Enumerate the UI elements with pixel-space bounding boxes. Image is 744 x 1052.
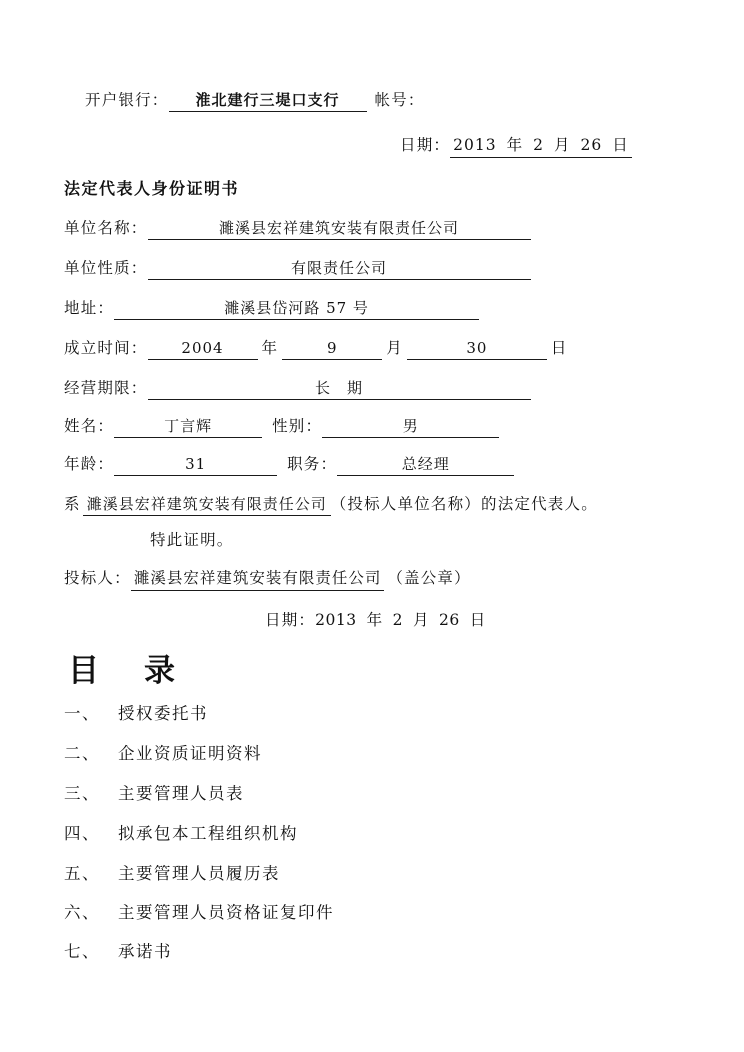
field-row-company-name xyxy=(64,216,531,240)
certify-line xyxy=(150,528,234,550)
bank-label: 开户银行： xyxy=(85,91,169,109)
bidder-seal-note: （盖公章） xyxy=(387,569,471,587)
toc-item-7-number: 七、 xyxy=(64,942,100,961)
top-date-value xyxy=(450,133,632,158)
operating-period-label: 经营期限： xyxy=(64,379,148,397)
toc-item-2-number: 二、 xyxy=(64,744,100,763)
toc-item-5-number: 五、 xyxy=(64,864,100,883)
field-row-operating-period xyxy=(64,376,531,400)
account-label: 帐号： xyxy=(374,91,425,109)
certify-text: 特此证明。 xyxy=(150,531,234,549)
bottom-date-year-unit: 年 xyxy=(366,611,383,629)
bottom-date-month-unit: 月 xyxy=(412,611,429,629)
statement-suffix: （投标人单位名称）的法定代表人。 xyxy=(330,495,598,513)
toc-item-6-label: 主要管理人员资格证复印件 xyxy=(118,903,334,922)
bidder-label: 投标人： xyxy=(64,569,131,587)
field-row-founded xyxy=(64,336,568,360)
name-value: 丁言辉 xyxy=(114,418,262,438)
statement-prefix: 系 xyxy=(64,495,81,513)
top-date-day: 26 xyxy=(580,136,603,154)
top-date-month-unit: 月 xyxy=(553,136,571,154)
toc-item-5-label: 主要管理人员履历表 xyxy=(118,864,280,883)
founded-month-unit: 月 xyxy=(386,339,403,357)
address-value: 濉溪县岱河路 57 号 xyxy=(114,300,479,320)
top-date-year: 2013 xyxy=(453,136,497,154)
field-row-address xyxy=(64,296,479,320)
age-value: 31 xyxy=(114,456,277,476)
toc-item-3[interactable] xyxy=(64,780,244,804)
toc-item-1-label: 授权委托书 xyxy=(118,704,208,723)
field-row-age-position xyxy=(64,452,514,476)
top-date-month: 2 xyxy=(533,136,544,154)
founded-year-unit: 年 xyxy=(261,339,279,357)
bidder-company: 濉溪县宏祥建筑安装有限责任公司 xyxy=(131,566,385,591)
field-row-company-type xyxy=(64,256,531,280)
bottom-date-line xyxy=(265,608,486,630)
field-row-name-gender xyxy=(64,414,499,438)
company-name-value: 濉溪县宏祥建筑安装有限责任公司 xyxy=(148,220,531,240)
operating-period-value: 长 期 xyxy=(148,380,531,400)
statement-company: 濉溪县宏祥建筑安装有限责任公司 xyxy=(83,496,331,516)
toc-item-1-number: 一、 xyxy=(64,704,100,723)
age-label: 年龄： xyxy=(64,455,115,473)
toc-item-5[interactable] xyxy=(64,860,280,884)
bank-line xyxy=(85,88,425,112)
toc-item-6[interactable] xyxy=(64,899,334,923)
toc-item-3-label: 主要管理人员表 xyxy=(118,784,244,803)
toc-item-7[interactable] xyxy=(64,938,172,962)
page-title: 法定代表人身份证明书 xyxy=(64,179,240,198)
toc-item-4-number: 四、 xyxy=(64,824,100,843)
company-type-value: 有限责任公司 xyxy=(148,260,531,280)
bottom-date-day: 26 xyxy=(438,611,460,629)
toc-item-3-number: 三、 xyxy=(64,784,100,803)
founded-day: 30 xyxy=(407,340,547,360)
founded-month: 9 xyxy=(282,340,382,360)
toc-item-7-label: 承诺书 xyxy=(118,942,172,961)
company-type-label: 单位性质： xyxy=(64,259,148,277)
gender-value: 男 xyxy=(322,418,499,438)
toc-item-1[interactable] xyxy=(64,700,208,724)
bottom-date-year: 2013 xyxy=(315,611,357,629)
bottom-date-month: 2 xyxy=(392,611,403,629)
bidder-line xyxy=(64,566,471,591)
toc-title: 目 录 xyxy=(68,653,182,689)
name-label: 姓名： xyxy=(64,417,115,435)
top-date-day-unit: 日 xyxy=(612,136,629,154)
bottom-date-label: 日期： xyxy=(265,611,316,629)
bank-value: 淮北建行三堤口支行 xyxy=(169,92,367,112)
position-value: 总经理 xyxy=(337,456,514,476)
bottom-date-value xyxy=(315,608,486,630)
top-date-year-unit: 年 xyxy=(506,136,524,154)
position-label: 职务： xyxy=(287,455,338,473)
founded-label: 成立时间： xyxy=(64,339,148,357)
top-date-line xyxy=(400,133,632,158)
company-name-label: 单位名称： xyxy=(64,219,148,237)
top-date-label: 日期： xyxy=(400,136,451,154)
statement-line xyxy=(64,492,598,516)
gender-label: 性别： xyxy=(272,417,323,435)
toc-item-2-label: 企业资质证明资料 xyxy=(118,744,262,763)
toc-item-4[interactable] xyxy=(64,820,298,844)
founded-day-unit: 日 xyxy=(550,339,568,357)
toc-item-4-label: 拟承包本工程组织机构 xyxy=(118,824,298,843)
toc-item-2[interactable] xyxy=(64,740,262,764)
founded-year: 2004 xyxy=(148,340,258,360)
toc-item-6-number: 六、 xyxy=(64,903,100,922)
bottom-date-day-unit: 日 xyxy=(469,611,486,629)
address-label: 地址： xyxy=(64,299,115,317)
